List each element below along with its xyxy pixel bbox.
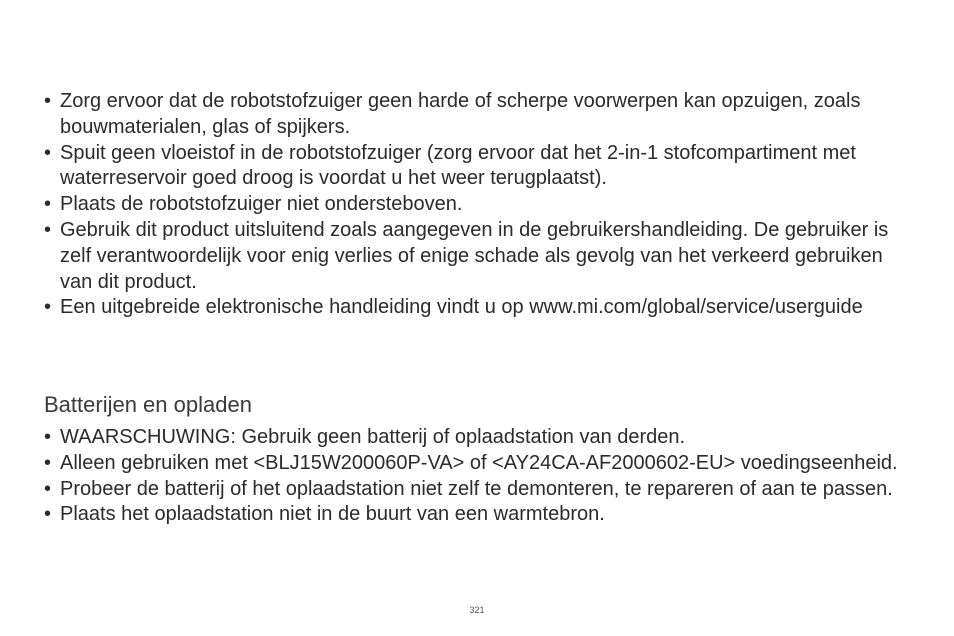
list-item [44, 425, 914, 451]
battery-instructions-list [44, 425, 914, 528]
list-item-text: Zorg ervoor dat de robotstofzuiger geen harde of scherpe voorwerpen kan opzuigen, zoals bouwmaterialen, glas of spijkers. [60, 90, 861, 138]
bullet: • [44, 296, 52, 319]
bullet: • [44, 426, 52, 448]
bullet: • [44, 90, 52, 112]
list-item-text: Probeer de batterij of het oplaadstation niet zelf te demonteren, te repareren of aan te passen. [60, 477, 893, 500]
list-item [44, 502, 914, 528]
bullet: • [44, 141, 52, 164]
list-item [44, 477, 914, 503]
section-heading: Batterijen en opladen [44, 392, 252, 417]
page-number: 321 [469, 605, 485, 615]
bullet: • [44, 503, 52, 526]
list-item [44, 218, 914, 295]
list-item [44, 89, 914, 141]
list-item-text: Plaats het oplaadstation niet in de buurt van een warmtebron. [60, 503, 605, 526]
list-item [44, 192, 914, 218]
list-item-text: Spuit geen vloeistof in de robotstofzuiger (zorg ervoor dat het 2-in-1 stofcompartiment met waterreservoir goed droog is voordat u het weer terugplaatst). [60, 141, 856, 190]
bullet: • [44, 193, 52, 216]
list-item [44, 295, 914, 321]
bullet: • [44, 451, 52, 474]
list-item [44, 451, 914, 477]
list-item-text: Plaats de robotstofzuiger niet ondersteboven. [60, 193, 463, 216]
safety-instructions-list [44, 89, 914, 321]
bullet: • [44, 477, 52, 500]
list-item-text: Alleen gebruiken met <BLJ15W200060P-VA> of <AY24CA-AF2000602-EU> voedingseenheid. [60, 451, 898, 474]
list-item [44, 141, 914, 193]
bullet: • [44, 218, 52, 241]
list-item-text: Gebruik dit product uitsluitend zoals aangegeven in de gebruikershandleiding. De gebruiker is zelf verantwoordelijk voor enig verlies of enige schade als gevolg van het verkeerd gebruiken van dit product. [60, 218, 889, 293]
list-item-text: WAARSCHUWING: Gebruik geen batterij of oplaadstation van derden. [60, 426, 686, 448]
list-item-text: Een uitgebreide elektronische handleiding vindt u op www.mi.com/global/service/userguide [60, 296, 863, 319]
